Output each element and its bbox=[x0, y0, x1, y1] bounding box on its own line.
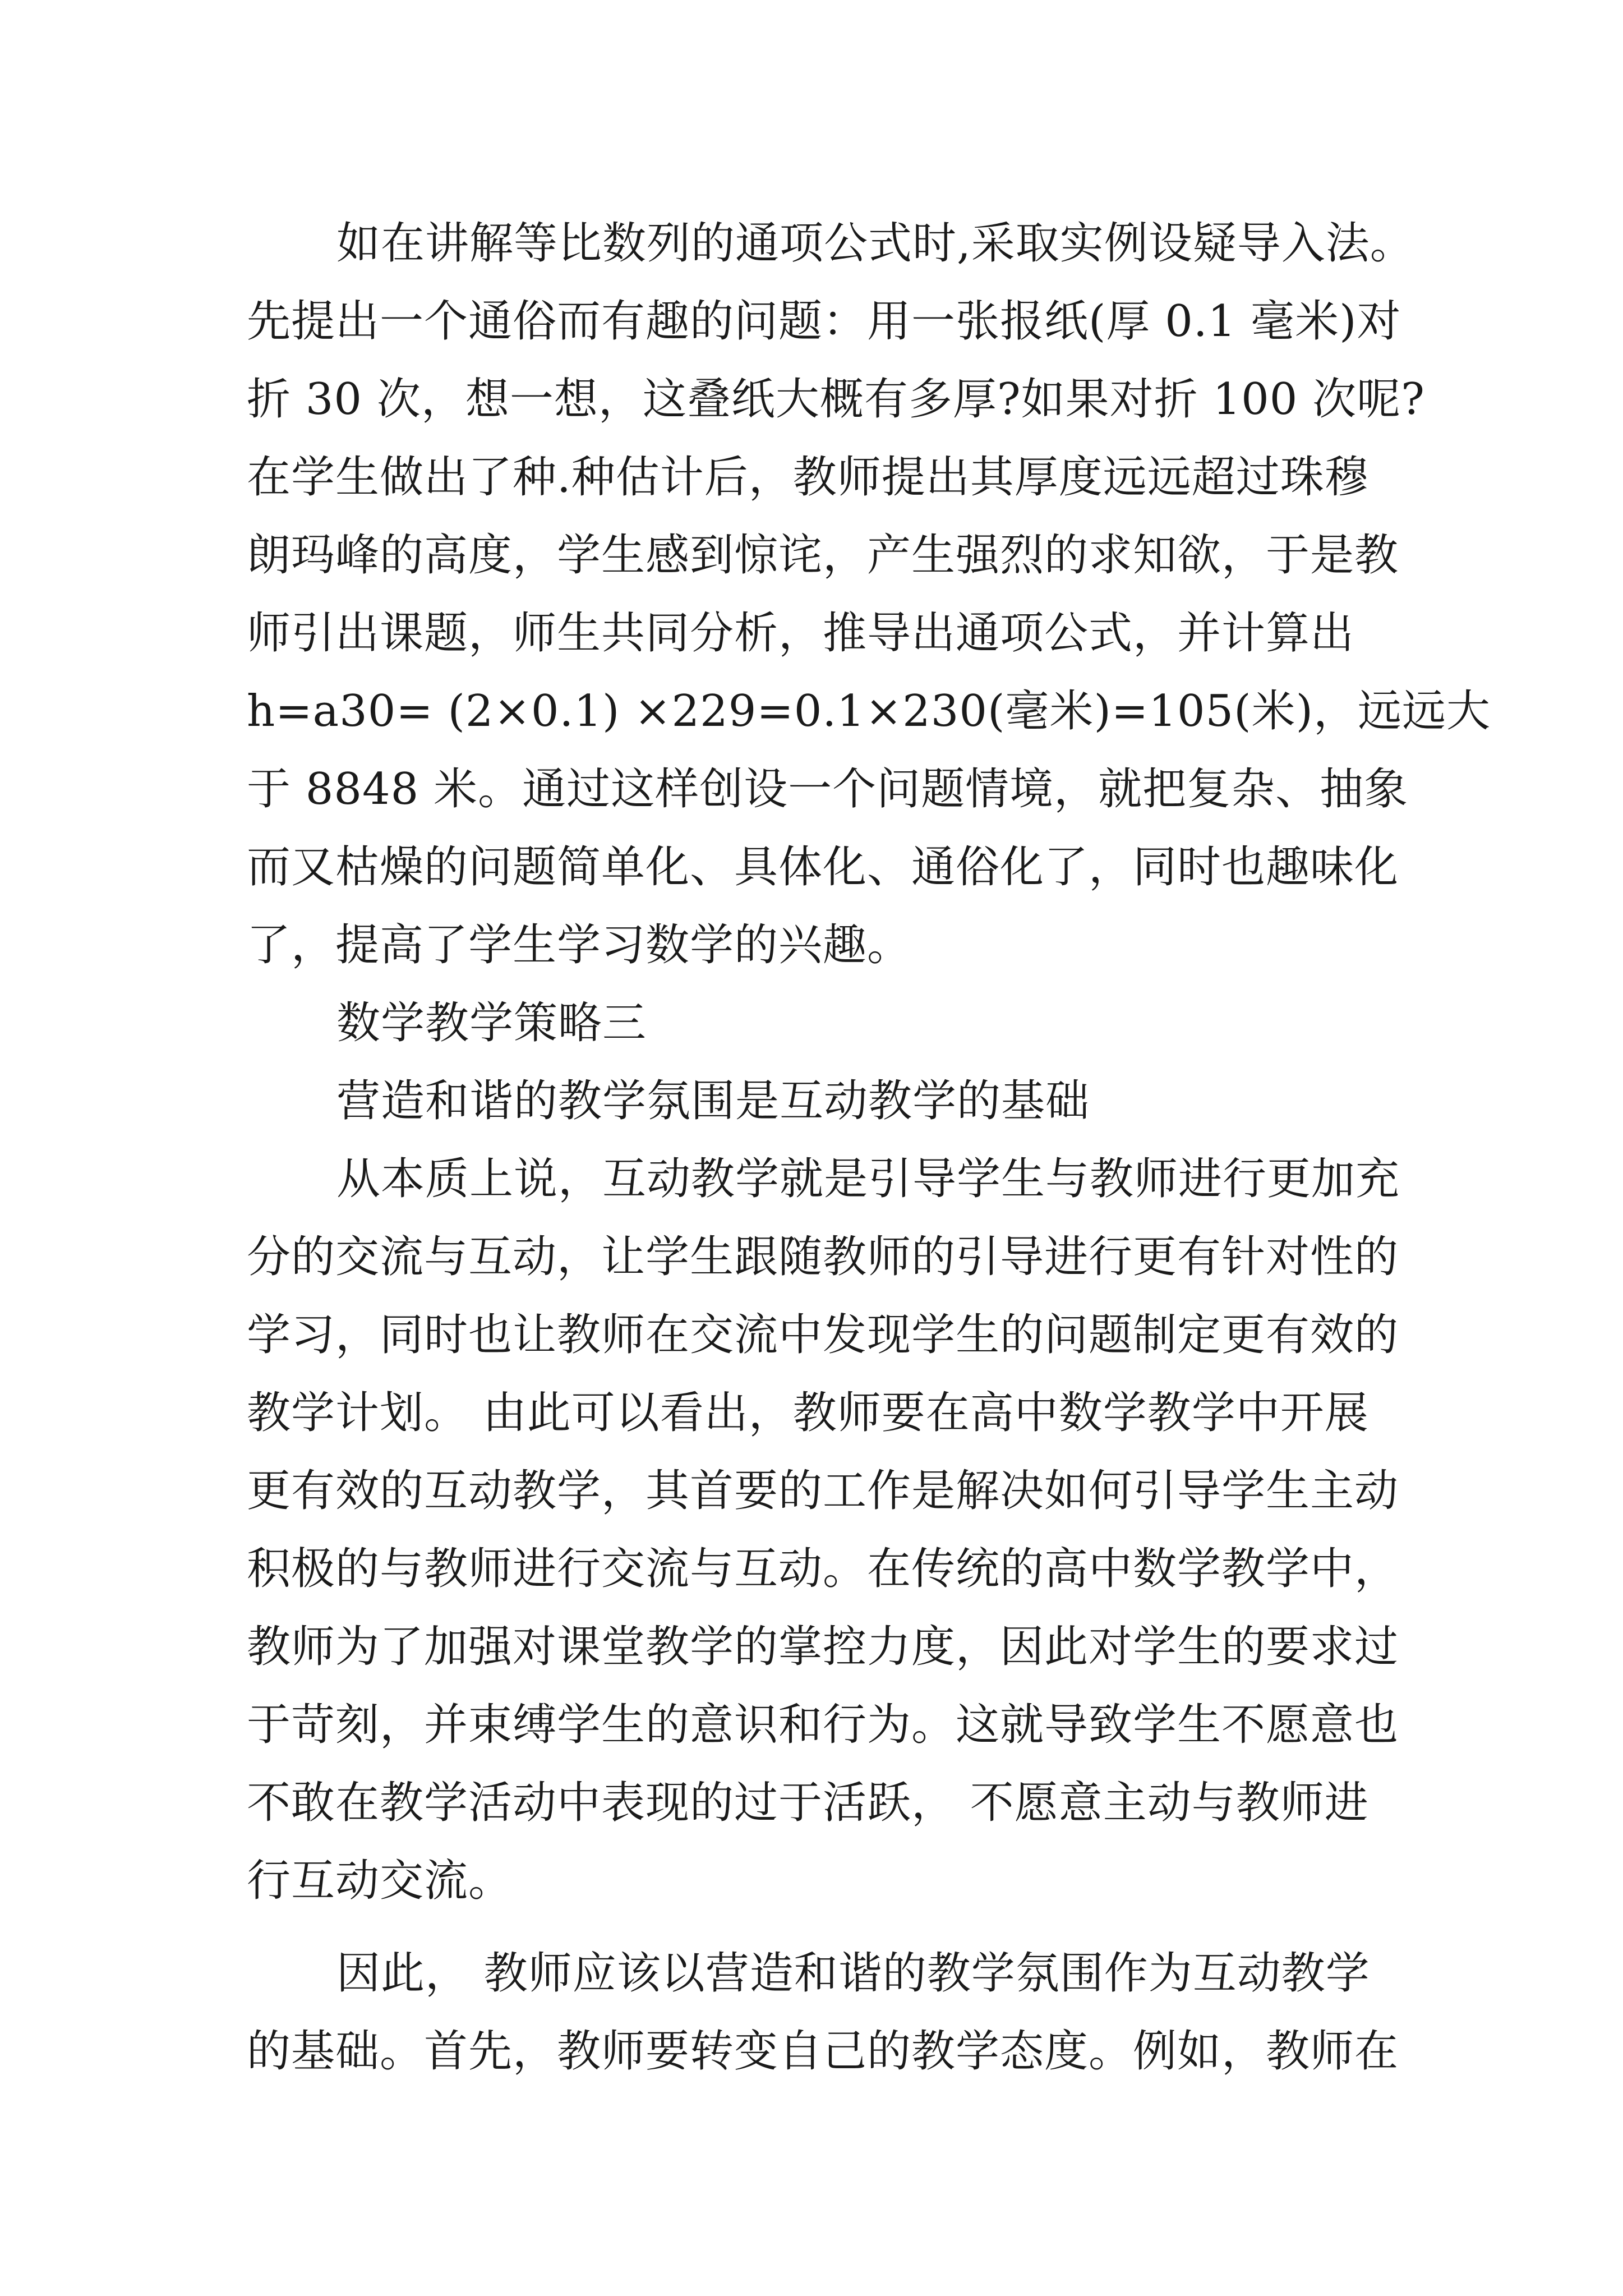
formula-line: h=a30= (2×0.1) ×229=0.1×230(毫米)=105(米)，远远大 bbox=[247, 686, 1491, 737]
paragraph-line: 朗玛峰的高度，学生感到惊诧，产生强烈的求知欲，于是教 bbox=[247, 530, 1399, 581]
paragraph-line: 不敢在教学活动中表现的过于活跃， 不愿意主动与教师进 bbox=[247, 1778, 1369, 1828]
document-body bbox=[247, 205, 1491, 2091]
paragraph-line: 教学计划。 由此可以看出，教师要在高中数学教学中开展 bbox=[247, 1388, 1369, 1438]
paragraph-line: 从本质上说，互动教学就是引导学生与教师进行更加充 bbox=[336, 1154, 1400, 1204]
section-heading: 数学教学策略三 bbox=[336, 998, 647, 1048]
paragraph-line: 于 8848 米。通过这样创设一个问题情境，就把复杂、抽象 bbox=[247, 764, 1409, 815]
paragraph-line: 在学生做出了种.种估计后，教师提出其厚度远远超过珠穆 bbox=[247, 452, 1369, 503]
paragraph-line: 折 30 次，想一想，这叠纸大概有多厚?如果对折 100 次呢? bbox=[247, 374, 1425, 425]
paragraph-line: 的基础。首先，教师要转变自己的教学态度。例如，教师在 bbox=[247, 2026, 1399, 2077]
paragraph-line: 师引出课题，师生共同分析，推导出通项公式，并计算出 bbox=[247, 608, 1355, 659]
paragraph-line: 分的交流与互动，让学生跟随教师的引导进行更有针对性的 bbox=[247, 1232, 1399, 1282]
paragraph-line: 于苛刻，并束缚学生的意识和行为。这就导致学生不愿意也 bbox=[247, 1700, 1399, 1750]
paragraph-line: 如在讲解等比数列的通项公式时,采取实例设疑导入法。 bbox=[336, 218, 1414, 269]
paragraph-line: 而又枯燥的问题简单化、具体化、通俗化了，同时也趣味化 bbox=[247, 842, 1399, 892]
paragraph-line: 学习，同时也让教师在交流中发现学生的问题制定更有效的 bbox=[247, 1310, 1399, 1360]
paragraph-line: 积极的与教师进行交流与互动。在传统的高中数学教学中， bbox=[247, 1544, 1399, 1594]
paragraph-line: 教师为了加强对课堂教学的掌控力度，因此对学生的要求过 bbox=[247, 1622, 1399, 1672]
paragraph-line: 行互动交流。 bbox=[247, 1856, 513, 1906]
paragraph-line: 了，提高了学生学习数学的兴趣。 bbox=[247, 920, 912, 970]
paragraph-line: 因此， 教师应该以营造和谐的教学氛围作为互动教学 bbox=[336, 1948, 1370, 1999]
paragraph-line: 先提出一个通俗而有趣的问题：用一张报纸(厚 0.1 毫米)对 bbox=[247, 296, 1401, 347]
paragraph-line: 更有效的互动教学，其首要的工作是解决如何引导学生主动 bbox=[247, 1466, 1399, 1516]
section-subheading: 营造和谐的教学氛围是互动教学的基础 bbox=[336, 1076, 1090, 1126]
